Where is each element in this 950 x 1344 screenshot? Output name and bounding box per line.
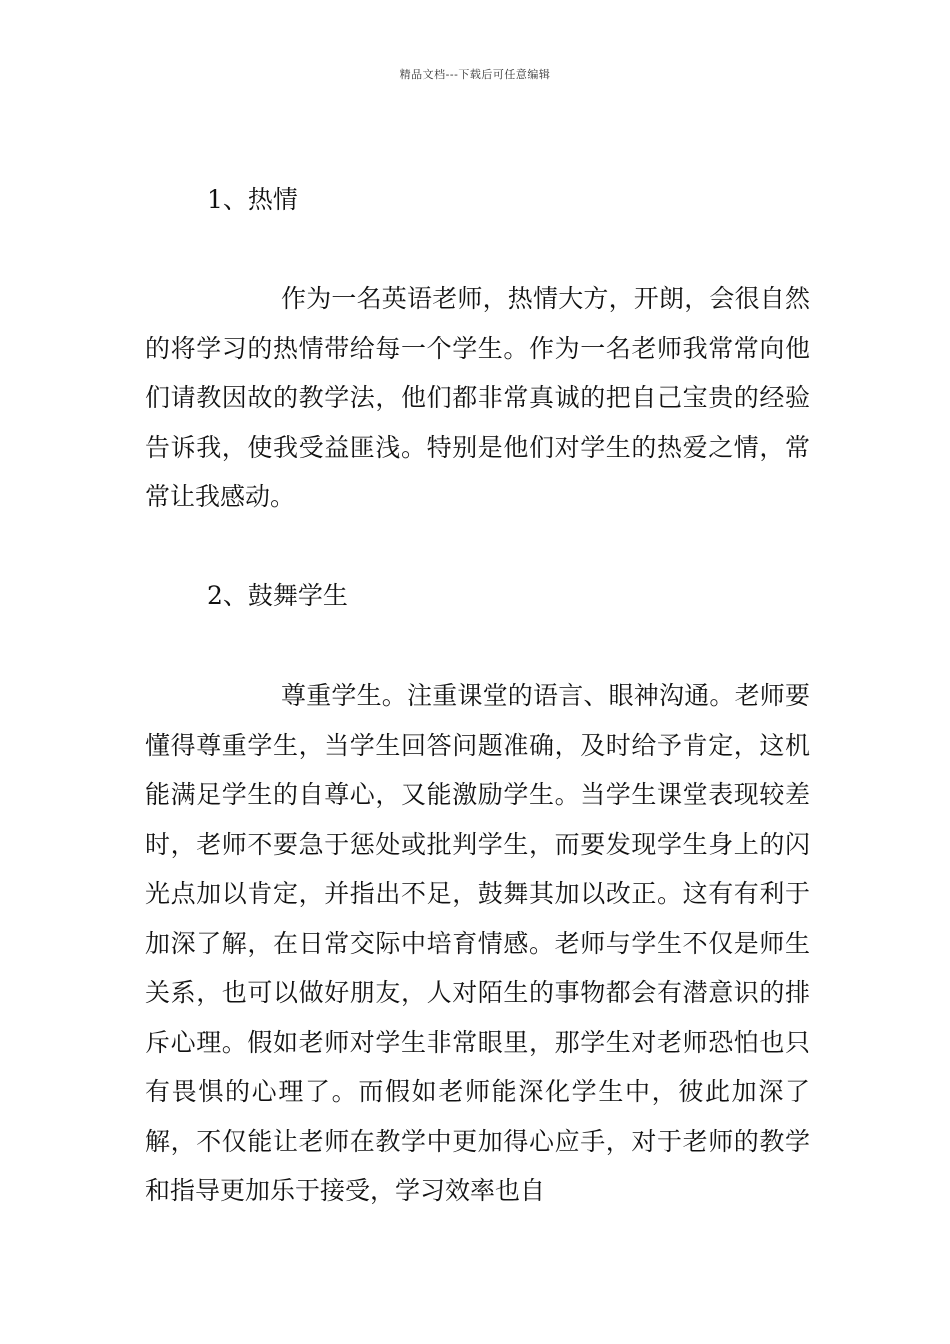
section-heading-encourage-students: 2、鼓舞学生	[207, 581, 348, 610]
section-heading-enthusiasm: 1、热情	[207, 185, 298, 214]
section-paragraph-enthusiasm: 作为一名英语老师，热情大方，开朗，会很自然的将学习的热情带给每一个学生。作为一名老师我常常向他们请教因故的教学法，他们都非常真诚的把自己宝贵的经验告诉我，使我受益匪浅。特别是他们对学生的热爱之情，常常让我感动。	[145, 284, 810, 511]
page-header: 精品文档---下载后可任意编辑	[399, 68, 551, 81]
section-paragraph-encourage-students: 尊重学生。注重课堂的语言、眼神沟通。老师要懂得尊重学生，当学生回答问题准确，及时给予肯定，这机能满足学生的自尊心，又能激励学生。当学生课堂表现较差时，老师不要急于惩处或批判学生，而要发现学生身上的闪光点加以肯定，并指出不足，鼓舞其加以改正。这有有利于加深了解，在日常交际中培育情感。老师与学生不仅是师生关系，也可以做好朋友，人对陌生的事物都会有潜意识的排斥心理。假如老师对学生非常眼里，那学生对老师恐怕也只有畏惧的心理了。而假如老师能深化学生中，彼此加深了解，不仅能让老师在教学中更加得心应手，对于老师的教学和指导更加乐于接受，学习效率也自	[145, 681, 810, 1205]
